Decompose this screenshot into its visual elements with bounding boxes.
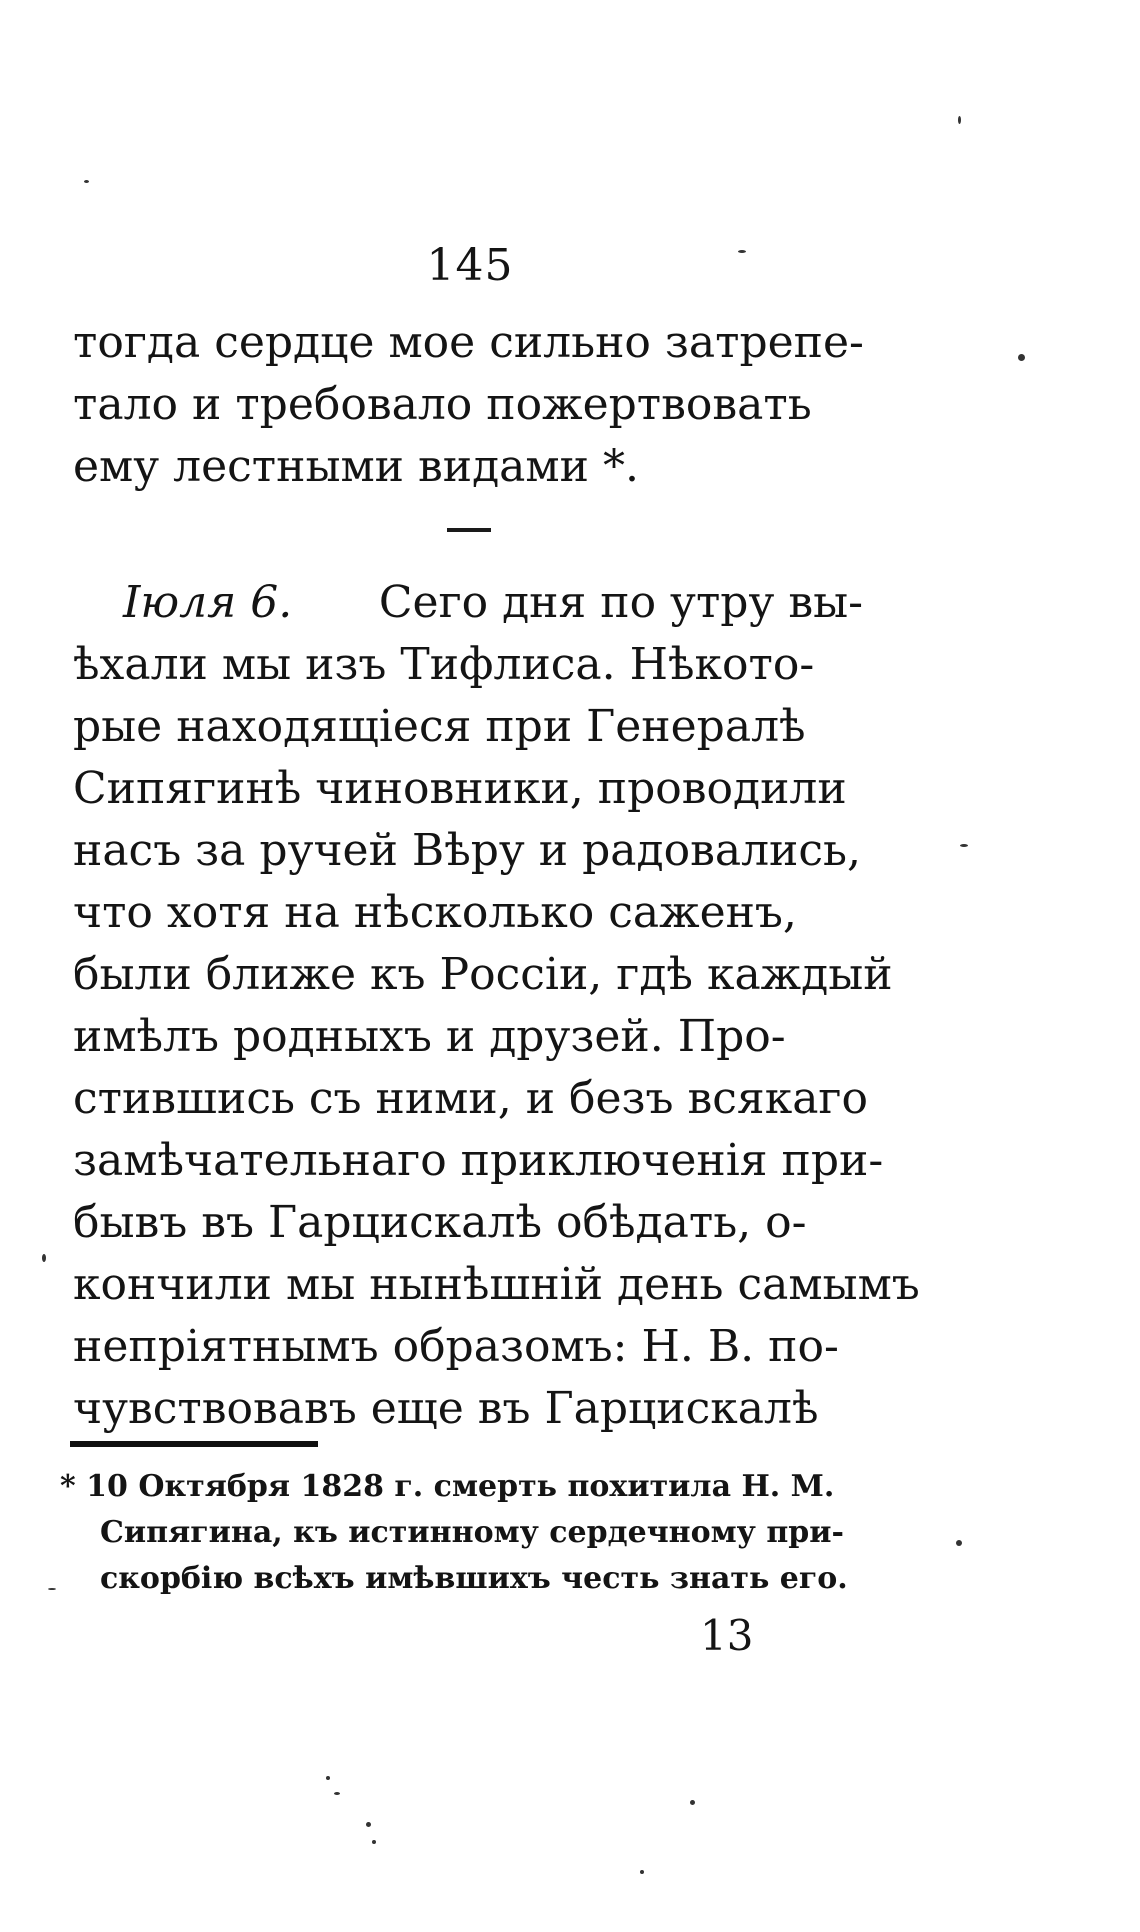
text-line-content: бывъ въ Гарцискалѣ обѣдать, о-	[73, 1197, 807, 1248]
text-line	[73, 634, 863, 696]
text-line-content: были ближе къ Россіи, гдѣ каждый	[73, 949, 893, 1000]
entry-first-line	[73, 572, 863, 634]
text-line-content: насъ за ручей Вѣру и радовались,	[73, 825, 861, 876]
text-line-content: ему лестными видами *.	[73, 441, 639, 492]
text-line	[73, 1192, 863, 1254]
text-line-content: кончили мы нынѣшній день самымъ	[73, 1259, 920, 1310]
scan-speck	[372, 1840, 376, 1844]
scan-speck	[326, 1776, 330, 1780]
signature-mark: 13	[700, 1611, 754, 1660]
text-line-content: чувствовавъ еще въ Гарцискалѣ	[73, 1383, 819, 1434]
scan-speck	[366, 1822, 371, 1827]
scan-speck	[738, 250, 746, 253]
text-line	[73, 1254, 920, 1316]
text-line-content: стившись съ ними, и безъ всякаго	[73, 1073, 868, 1124]
continued-text	[73, 312, 863, 498]
text-line	[73, 1006, 863, 1068]
page-number: 145	[426, 240, 514, 291]
scan-speck	[640, 1870, 644, 1874]
text-line	[73, 944, 893, 1006]
footnote-line-text: Сипягина, къ истинному сердечному при-	[100, 1515, 844, 1550]
text-line	[73, 1316, 863, 1378]
entry-date: Іюля 6.	[123, 577, 293, 628]
scan-speck	[960, 844, 968, 847]
text-line	[73, 1068, 868, 1130]
section-divider	[447, 528, 491, 532]
scan-speck	[334, 1792, 340, 1795]
scan-speck	[48, 1588, 56, 1590]
text-line	[73, 436, 863, 498]
diary-entry-paragraph	[73, 572, 920, 1440]
footnote-line	[60, 1510, 860, 1556]
text-line-content: замѣчательнаго приключенія при-	[73, 1135, 884, 1186]
text-line-content: непріятнымъ образомъ: Н. В. по-	[73, 1321, 839, 1372]
footnote-line	[60, 1464, 860, 1510]
text-line	[73, 1378, 863, 1440]
footnote-line	[60, 1556, 860, 1602]
text-line-content: тогда сердце мое сильно затрепе-	[73, 317, 864, 368]
text-line-content: ѣхали мы изъ Тифлиса. Нѣкото-	[73, 639, 815, 690]
footnote	[60, 1464, 860, 1602]
text-line-content: что хотя на нѣсколько саженъ,	[73, 887, 797, 938]
text-line	[73, 882, 863, 944]
text-line-content: рые находящіеся при Генералѣ	[73, 701, 806, 752]
text-line	[73, 1130, 884, 1192]
footnote-line-text: * 10 Октября 1828 г. смерть похитила Н. М.	[60, 1469, 835, 1504]
footnote-rule	[70, 1441, 318, 1447]
footnote-line-text: скорбію всѣхъ имѣвшихъ честь знать его.	[100, 1561, 848, 1596]
text-line	[73, 696, 863, 758]
text-line	[73, 820, 863, 882]
scan-speck	[84, 180, 89, 183]
text-line-content: Сипягинѣ чиновники, проводили	[73, 763, 847, 814]
text-line	[73, 312, 863, 374]
scan-speck	[958, 116, 961, 124]
text-line	[73, 758, 863, 820]
text-line-content: имѣлъ родныхъ и друзей. Про-	[73, 1011, 786, 1062]
text-line-content: тало и требовало пожертвовать	[73, 379, 812, 430]
scan-speck	[42, 1254, 46, 1262]
scan-speck	[956, 1540, 962, 1546]
text-line	[73, 374, 863, 436]
scan-speck	[690, 1800, 695, 1805]
entry-first-line-text: Сего дня по утру вы-	[378, 577, 863, 628]
scan-speck	[1018, 354, 1025, 361]
